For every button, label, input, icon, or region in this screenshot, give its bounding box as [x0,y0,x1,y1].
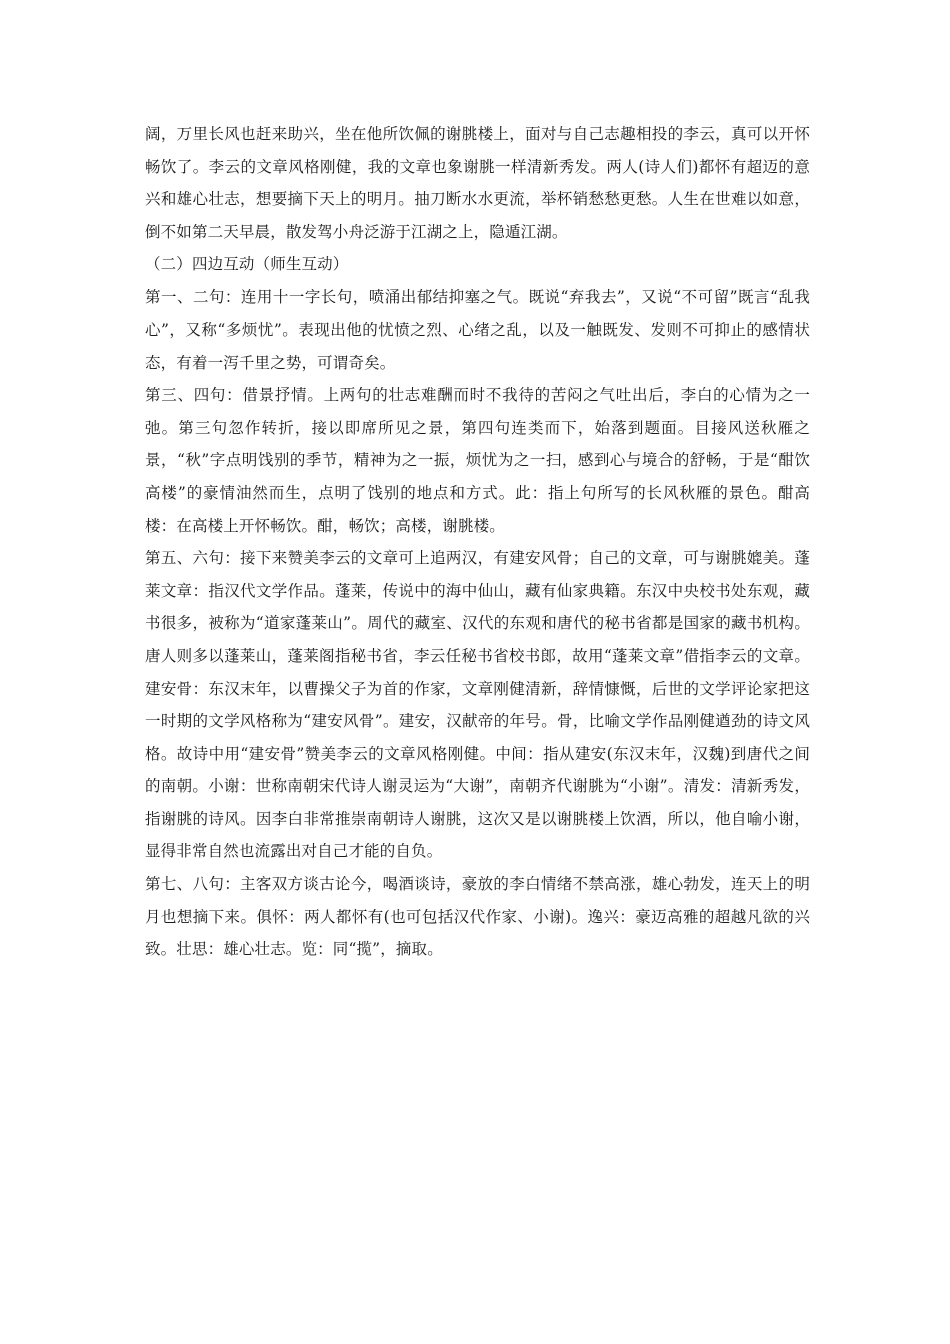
paragraph-translation: 阔，万里长风也赶来助兴，坐在他所饮佩的谢朓楼上，面对与自己志趣相投的李云，真可以开怀畅饮了。李云的文章风格刚健，我的文章也象谢朓一样清新秀发。两人(诗人们)都怀有超迈的意兴和雄心壮志，想要摘下天上的明月。抽刀断水水更流，举杯销愁愁更愁。人生在世难以如意，倒不如第二天早晨，散发驾小舟泛游于江湖之上，隐遁江湖。 [145,125,810,241]
paragraph-lines-7-8: 第七、八句：主客双方谈古论今，喝酒谈诗，豪放的李白情绪不禁高涨，雄心勃发，连天上的明月也想摘下来。俱怀：两人都怀有(也可包括汉代作家、小谢)。逸兴：豪迈高雅的超越凡欲的兴致。壮思：雄心壮志。览：同“揽”，摘取。 [145,875,810,959]
paragraph-lines-5-6: 第五、六句：接下来赞美李云的文章可上追两汉，有建安风骨；自己的文章，可与谢朓媲美。蓬莱文章：指汉代文学作品。蓬莱，传说中的海中仙山，藏有仙家典籍。东汉中央校书处东观，藏书很多，被称为“道家蓬莱山”。周代的藏室、汉代的东观和唐代的秘书省都是国家的藏书机构。唐人则多以蓬莱山，蓬莱阁指秘书省，李云任秘书省校书郎，故用“蓬莱文章”借指李云的文章。建安骨：东汉末年，以曹操父子为首的作家，文章刚健清新，辞情慷慨，后世的文学评论家把这一时期的文学风格称为“建安风骨”。建安，汉献帝的年号。骨，比喻文学作品刚健遒劲的诗文风格。故诗中用“建安骨”赞美李云的文章风格刚健。中间：指从建安(东汉末年，汉魏)到唐代之间的南朝。小谢：世称南朝宋代诗人谢灵运为“大谢”，南朝齐代谢朓为“小谢”。清发：清新秀发，指谢朓的诗风。因李白非常推崇南朝诗人谢朓，这次又是以谢朓楼上饮酒，所以，他自喻小谢，显得非常自然也流露出对自己才能的自负。 [145,549,810,861]
paragraph-lines-1-2: 第一、二句：连用十一字长句，喷涌出郁结抑塞之气。既说“弃我去”，又说“不可留”既言“乱我心”，又称“多烦忧”。表现出他的忧愤之烈、心绪之乱，以及一触既发、发则不可抑止的感情状态，有着一泻千里之势，可谓奇矣。 [145,288,810,372]
paragraph-lines-3-4: 第三、四句：借景抒情。上两句的壮志难酬而时不我待的苦闷之气吐出后，李白的心情为之一弛。第三句忽作转折，接以即席所见之景，第四句连类而下，始落到题面。目接风送秋雁之景，“秋”字点明饯别的季节，精神为之一振，烦忧为之一扫，感到心与境合的舒畅，于是“酣饮高楼”的豪情油然而生，点明了饯别的地点和方式。此：指上句所写的长风秋雁的景色。酣高楼：在高楼上开怀畅饮。酣，畅饮；高楼，谢朓楼。 [145,386,810,535]
document-body [145,118,810,966]
section-heading: （二）四边互动（师生互动） [145,255,349,274]
